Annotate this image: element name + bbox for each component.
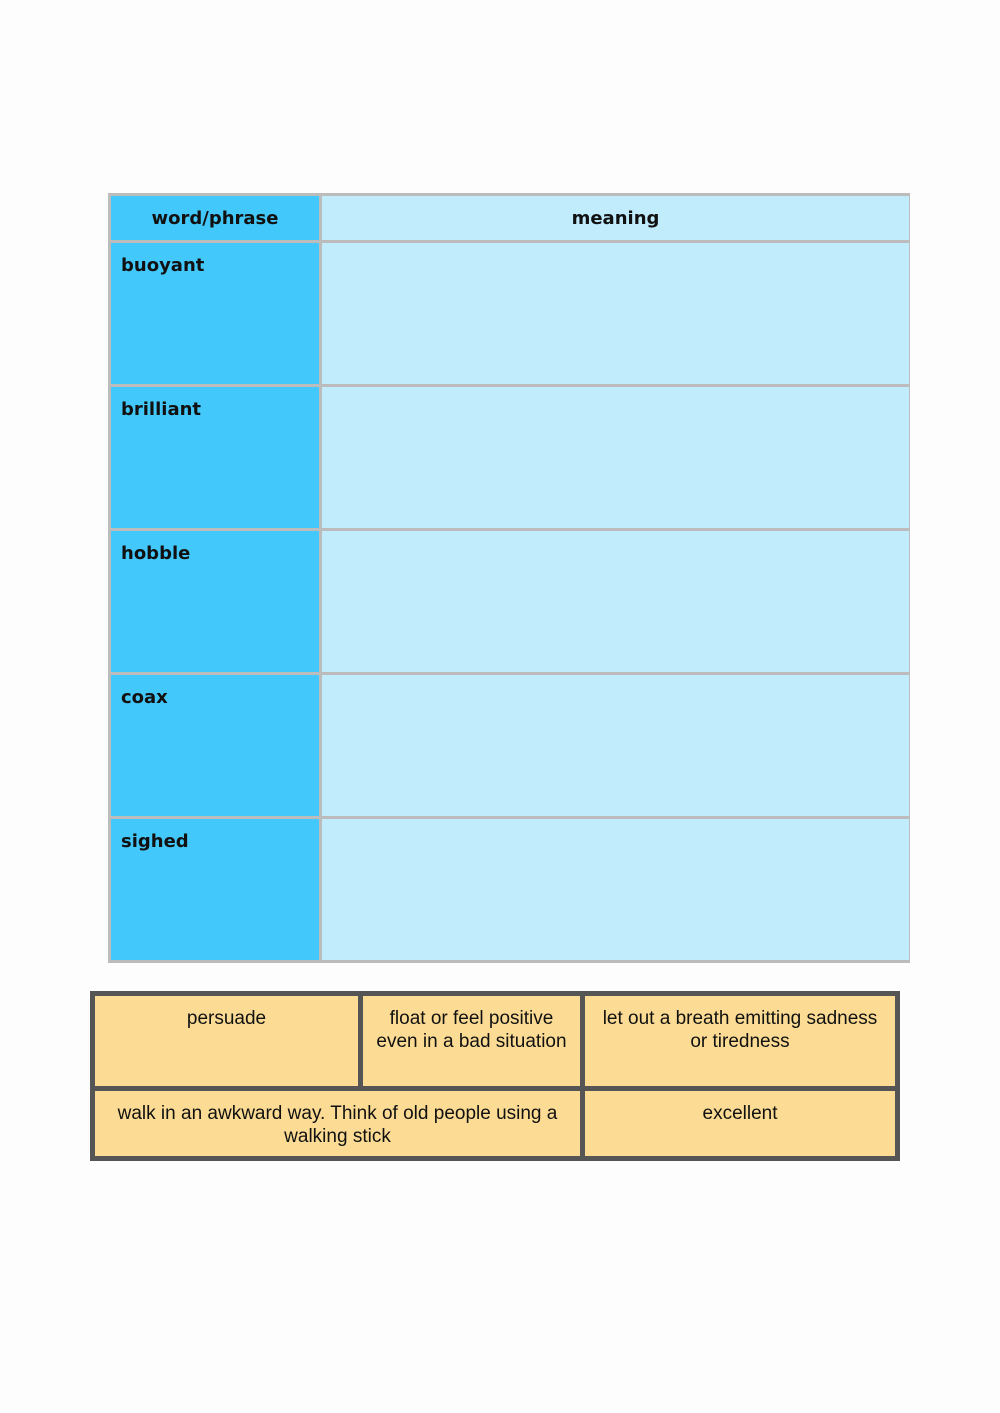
meaning-drop-zone-buoyant[interactable] (322, 243, 909, 384)
word-cell-buoyant: buoyant (111, 243, 319, 384)
word-cell-brilliant: brilliant (111, 387, 319, 528)
meaning-drop-zone-coax[interactable] (322, 675, 909, 816)
header-meaning: meaning (322, 196, 909, 240)
answer-card-awkward-walk[interactable]: walk in an awkward way. Think of old people using a walking stick (95, 1091, 580, 1156)
answer-card-float[interactable]: float or feel positive even in a bad situation (363, 996, 580, 1086)
vocabulary-table (108, 193, 910, 963)
answer-card-excellent[interactable]: excellent (585, 1091, 895, 1156)
word-cell-sighed: sighed (111, 819, 319, 960)
meaning-drop-zone-sighed[interactable] (322, 819, 909, 960)
meaning-drop-zone-brilliant[interactable] (322, 387, 909, 528)
header-word-phrase: word/phrase (111, 196, 319, 240)
answer-card-persuade[interactable]: persuade (95, 996, 358, 1086)
answer-card-bank (90, 991, 900, 1161)
meaning-drop-zone-hobble[interactable] (322, 531, 909, 672)
word-cell-coax: coax (111, 675, 319, 816)
answer-card-breath[interactable]: let out a breath emitting sadness or tiredness (585, 996, 895, 1086)
word-cell-hobble: hobble (111, 531, 319, 672)
